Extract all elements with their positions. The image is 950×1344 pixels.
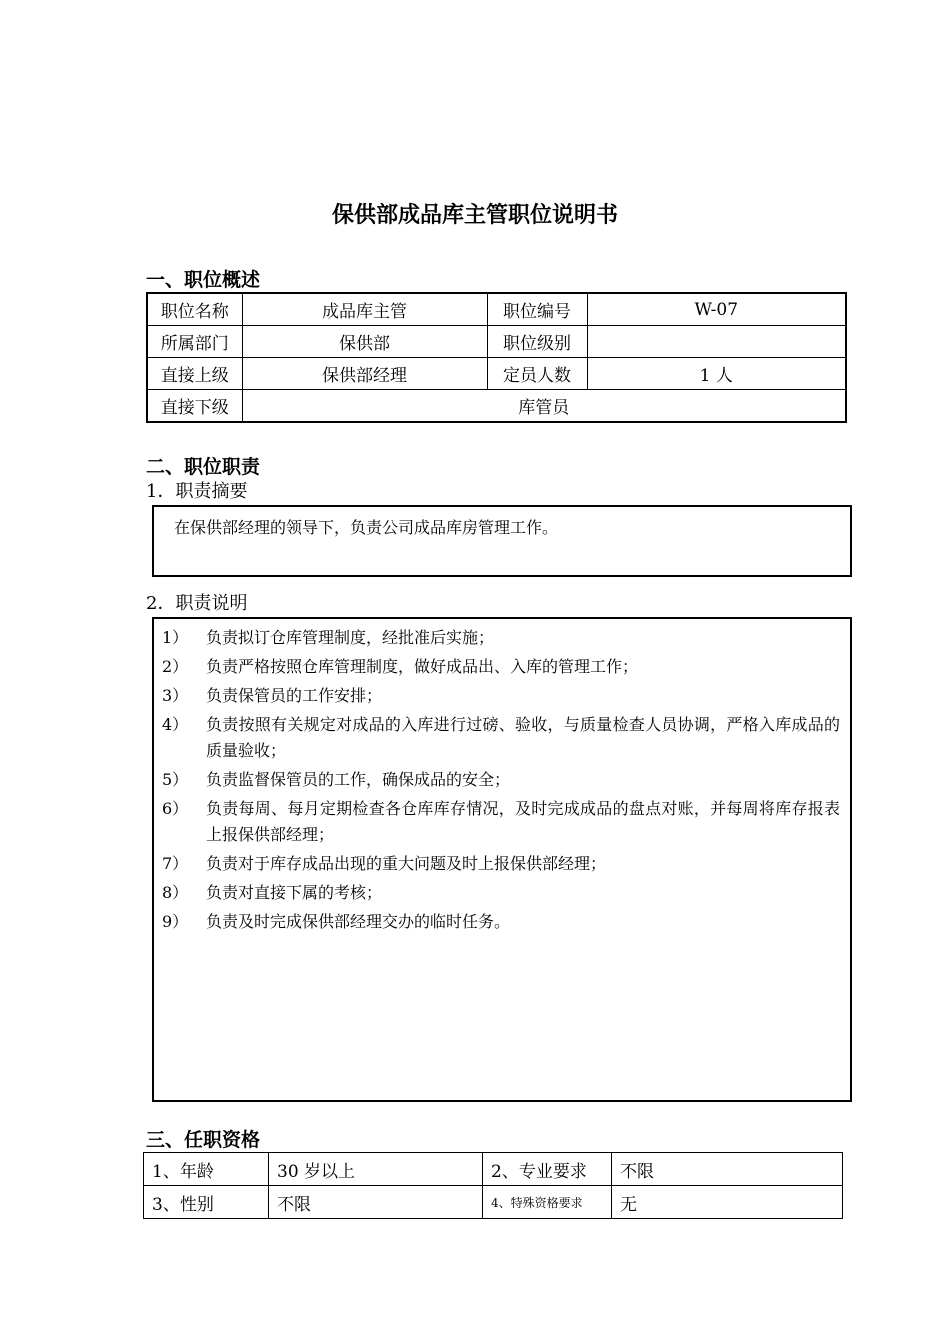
list-item <box>162 767 840 793</box>
table-cell: 库管员 <box>242 390 846 423</box>
duty-number: 3） <box>162 686 189 705</box>
table-row <box>144 1153 843 1186</box>
table-cell: 职位级别 <box>487 326 587 358</box>
section-heading-qualifications: 三、任职资格 <box>146 1129 261 1151</box>
table-row <box>144 1186 843 1219</box>
table-cell: 1、年龄 <box>144 1153 269 1186</box>
table-cell: W-07 <box>587 293 846 326</box>
table-row <box>147 293 846 326</box>
duty-text: 负责及时完成保供部经理交办的临时任务。 <box>206 912 511 931</box>
table-cell <box>587 326 846 358</box>
list-item <box>162 796 840 848</box>
table-cell: 职位编号 <box>487 293 587 326</box>
table-cell: 职位名称 <box>147 293 242 326</box>
duty-text: 负责每周、每月定期检查各仓库库存情况，及时完成成品的盘点对账，并每周将库存报表上报保供部经理； <box>206 799 840 844</box>
list-item <box>162 712 840 764</box>
overview-table <box>146 292 847 423</box>
duty-number: 6） <box>162 799 189 818</box>
table-cell: 定员人数 <box>487 358 587 390</box>
page-title: 保供部成品库主管职位说明书 <box>331 203 618 228</box>
section-heading-overview: 一、职位概述 <box>146 269 261 291</box>
table-cell: 30 岁以上 <box>269 1153 483 1186</box>
summary-heading: 1．职责摘要 <box>146 481 248 502</box>
qualifications-table <box>143 1152 843 1219</box>
duty-text: 负责对直接下属的考核； <box>206 883 383 902</box>
duties-heading: 2．职责说明 <box>146 593 248 614</box>
list-item <box>162 683 840 709</box>
duty-text: 负责监督保管员的工作，确保成品的安全； <box>206 770 511 789</box>
table-row <box>147 358 846 390</box>
table-cell: 所属部门 <box>147 326 242 358</box>
table-cell: 无 <box>612 1186 843 1219</box>
table-row <box>147 326 846 358</box>
summary-text: 在保供部经理的领导下，负责公司成品库房管理工作。 <box>174 518 559 537</box>
duty-text: 负责拟订仓库管理制度，经批准后实施； <box>206 628 495 647</box>
table-cell: 直接下级 <box>147 390 242 423</box>
list-item <box>162 909 840 935</box>
table-cell: 1 人 <box>587 358 846 390</box>
list-item <box>162 654 840 680</box>
table-cell: 4、特殊资格要求 <box>483 1186 612 1219</box>
duty-number: 5） <box>162 770 189 789</box>
table-cell: 直接上级 <box>147 358 242 390</box>
duty-text: 负责严格按照仓库管理制度，做好成品出、入库的管理工作； <box>206 657 639 676</box>
table-cell: 保供部经理 <box>242 358 487 390</box>
table-cell: 成品库主管 <box>242 293 487 326</box>
table-cell: 3、性别 <box>144 1186 269 1219</box>
list-item <box>162 625 840 651</box>
duty-number: 1） <box>162 628 189 647</box>
duty-text: 负责按照有关规定对成品的入库进行过磅、验收，与质量检查人员协调，严格入库成品的质量验收； <box>206 715 840 760</box>
summary-box <box>152 505 852 577</box>
duty-number: 9） <box>162 912 189 931</box>
duties-box <box>152 617 852 1102</box>
table-cell: 保供部 <box>242 326 487 358</box>
duty-number: 8） <box>162 883 189 902</box>
duty-number: 2） <box>162 657 189 676</box>
duty-number: 7） <box>162 854 189 873</box>
duty-text: 负责对于库存成品出现的重大问题及时上报保供部经理； <box>206 854 607 873</box>
table-cell: 不限 <box>612 1153 843 1186</box>
section-heading-duties: 二、职位职责 <box>146 456 261 478</box>
duty-text: 负责保管员的工作安排； <box>206 686 383 705</box>
list-item <box>162 851 840 877</box>
table-cell: 2、专业要求 <box>483 1153 612 1186</box>
duty-number: 4） <box>162 715 189 734</box>
list-item <box>162 880 840 906</box>
table-cell: 不限 <box>269 1186 483 1219</box>
table-row <box>147 390 846 423</box>
